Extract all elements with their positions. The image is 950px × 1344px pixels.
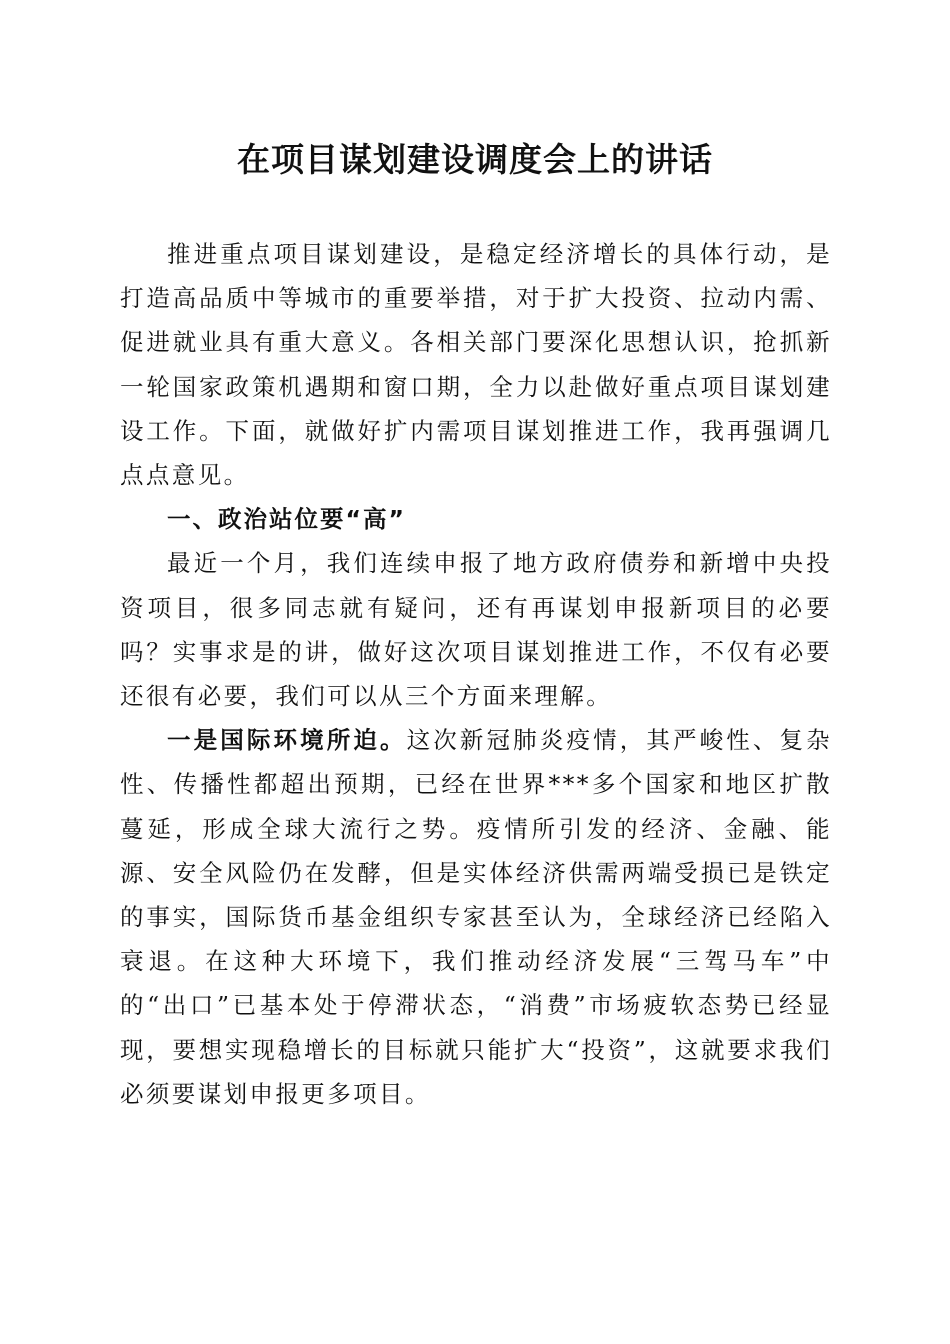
section-1-paragraph-2 (120, 718, 832, 1116)
document-title: 在项目谋划建设调度会上的讲话 (237, 140, 713, 179)
intro-paragraph: 推进重点项目谋划建设，是稳定经济增长的具体行动，是打造高品质中等城市的重要举措，对于扩大投资、拉动内需、促进就业具有重大意义。各相关部门要深化思想认识，抢抓新一轮国家政策机遇期和窗口期，全力以赴做好重点项目谋划建设工作。下面，就做好扩内需项目谋划推进工作，我再强调几点点意见。 (120, 240, 832, 490)
section-1-heading: 一、政治站位要“高” (167, 505, 406, 534)
document-body (120, 232, 832, 1116)
section-1-paragraph-1: 最近一个月，我们连续申报了地方政府债券和新增中央投资项目，很多同志就有疑问，还有再谋划申报新项目的必要吗？实事求是的讲，做好这次项目谋划推进工作，不仅有必要还很有必要，我们可以从三个方面来理解。 (120, 549, 832, 711)
paragraph-text: 这次新冠肺炎疫情，其严峻性、复杂性、传播性都超出预期，已经在世界***多个国家和地区扩散蔓延，形成全球大流行之势。疫情所引发的经济、金融、能源、安全风险仍在发酵，但是实体经济供需两端受损已是铁定的事实，国际货币基金组织专家甚至认为，全球经济已经陷入衰退。在这种大环境下，我们推动经济发展“三驾马车”中的“出口”已基本处于停滞状态，“消费”市场疲软态势已经显现，要想实现稳增长的目标就只能扩大“投资”，这就要求我们必须要谋划申报更多项目。 (120, 726, 832, 1108)
paragraph-lead-phrase: 一是国际环境所迫。 (167, 726, 407, 755)
